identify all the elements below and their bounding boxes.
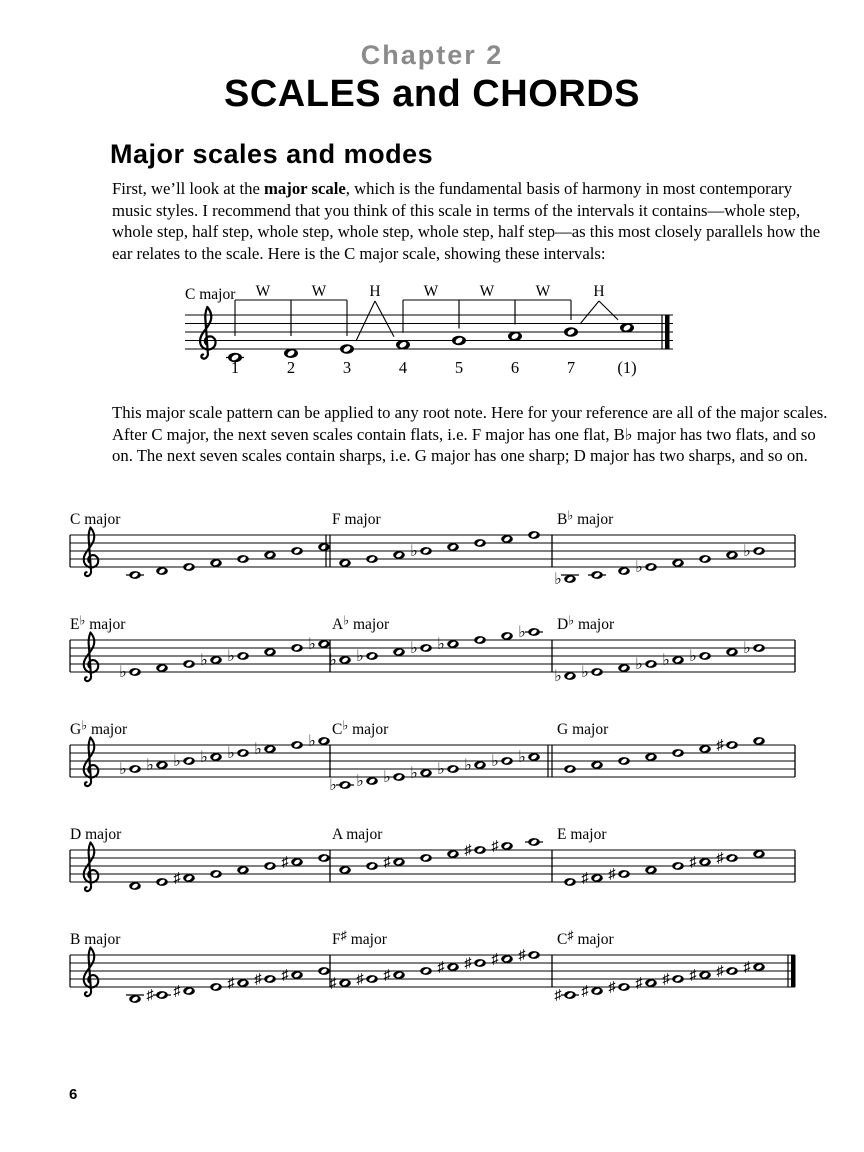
whole-note (264, 551, 276, 559)
whole-note (699, 858, 711, 866)
interval-label: W (423, 283, 439, 300)
interval-marker-w (403, 283, 459, 333)
flat-sign: ♭ (329, 652, 337, 669)
scale-b♭-major (554, 509, 765, 589)
scale-label: E♭ major (70, 613, 126, 633)
whole-note (284, 349, 298, 358)
whole-note (339, 559, 351, 567)
whole-note (396, 340, 410, 349)
scale-degree: 6 (510, 358, 520, 377)
scale-label: D♭ major (557, 613, 615, 633)
flat-sign: ♭ (689, 648, 697, 665)
whole-note (340, 344, 354, 353)
text-run: , which is the fundamental basis of harmony in most contemporary (345, 179, 793, 198)
whole-note (645, 979, 657, 987)
whole-note (501, 535, 513, 543)
whole-note (726, 967, 738, 975)
whole-note (591, 761, 603, 769)
whole-note (420, 644, 432, 652)
scale-a♭-major (329, 614, 543, 670)
interval-label: H (369, 283, 381, 300)
whole-note (318, 854, 330, 862)
whole-note (501, 955, 513, 963)
whole-note (420, 547, 432, 555)
whole-note (183, 874, 195, 882)
paragraph-line: After C major, the next seven scales contain flats, i.e. F major has one flat, B♭ major has two flats, and so (112, 424, 816, 444)
whole-note (699, 555, 711, 563)
flat-sign: ♭ (227, 648, 235, 665)
flat-sign: ♭ (410, 543, 418, 560)
whole-note (753, 737, 765, 745)
whole-note (264, 648, 276, 656)
section-heading: Major scales and modes (110, 139, 434, 169)
interval-label: H (593, 283, 605, 300)
whole-note (447, 543, 459, 551)
interval-label: W (255, 283, 271, 300)
whole-note (210, 656, 222, 664)
flat-sign: ♭ (356, 773, 364, 790)
whole-note (339, 781, 351, 789)
whole-note (726, 648, 738, 656)
whole-note (447, 765, 459, 773)
whole-note (753, 850, 765, 858)
whole-note (618, 870, 630, 878)
paragraph-line: ear relates to the scale. Here is the C major scale, showing these intervals: (112, 244, 606, 264)
whole-note (620, 323, 634, 332)
flat-sign: ♭ (329, 777, 337, 794)
scale-c-major (70, 511, 330, 579)
sharp-sign: ♯ (254, 971, 262, 988)
whole-note (447, 850, 459, 858)
whole-note (183, 563, 195, 571)
whole-note (339, 656, 351, 664)
scale-f♯-major (329, 929, 539, 992)
paragraph-line: on. The next seven scales contain sharps, i.e. G major has one sharp; D major has two sharps, and so on. (112, 446, 808, 466)
scale-b-major (70, 931, 330, 1004)
whole-note (452, 336, 466, 345)
flat-sign: ♭ (518, 749, 526, 766)
whole-note (591, 668, 603, 676)
whole-note (183, 987, 195, 995)
sharp-sign: ♯ (581, 870, 589, 887)
whole-note (237, 866, 249, 874)
flat-sign: ♭ (410, 640, 418, 657)
paragraph-line: This major scale pattern can be applied to any root note. Here for your reference are all of the major scales. (112, 403, 828, 422)
whole-note (699, 971, 711, 979)
whole-note (645, 866, 657, 874)
flat-sign: ♭ (119, 664, 127, 681)
major-scales-staff-row-3 (60, 713, 805, 801)
whole-note (339, 979, 351, 987)
whole-note (264, 862, 276, 870)
whole-note (618, 757, 630, 765)
whole-note (672, 862, 684, 870)
whole-note (366, 652, 378, 660)
whole-note (393, 648, 405, 656)
whole-note (183, 660, 195, 668)
scale-label: F♯ major (332, 928, 387, 948)
whole-note (645, 753, 657, 761)
page-title: SCALES and CHORDS (224, 73, 640, 115)
sharp-sign: ♯ (383, 854, 391, 871)
sharp-sign: ♯ (491, 838, 499, 855)
whole-note (210, 983, 222, 991)
sharp-sign: ♯ (608, 979, 616, 996)
whole-note (672, 749, 684, 757)
flat-sign: ♭ (119, 761, 127, 778)
sharp-sign: ♯ (146, 987, 154, 1004)
whole-note (129, 668, 141, 676)
scale-label: A♭ major (332, 613, 390, 633)
flat-sign: ♭ (554, 668, 562, 685)
whole-note (591, 987, 603, 995)
chapter-heading: Chapter 2 (360, 40, 504, 70)
scale-degree: 7 (566, 358, 576, 377)
whole-note (528, 951, 540, 959)
sharp-sign: ♯ (662, 971, 670, 988)
whole-note (129, 571, 141, 579)
sharp-sign: ♯ (383, 967, 391, 984)
sharp-sign: ♯ (329, 975, 337, 992)
whole-note (129, 765, 141, 773)
whole-note (528, 628, 540, 636)
whole-note (618, 983, 630, 991)
whole-note (528, 838, 540, 846)
flat-sign: ♭ (635, 559, 643, 576)
sharp-sign: ♯ (491, 951, 499, 968)
scale-label: G major (557, 721, 609, 738)
whole-note (264, 745, 276, 753)
whole-note (699, 745, 711, 753)
flat-sign: ♭ (200, 749, 208, 766)
scale-degree: 2 (286, 358, 296, 377)
whole-note (339, 866, 351, 874)
whole-note (420, 854, 432, 862)
scale-label: B♭ major (557, 508, 614, 528)
flat-sign: ♭ (662, 652, 670, 669)
whole-note (183, 757, 195, 765)
interval-marker-w (515, 283, 571, 324)
whole-note (366, 862, 378, 870)
whole-note (564, 878, 576, 886)
whole-note (393, 858, 405, 866)
whole-note (210, 559, 222, 567)
whole-note (501, 757, 513, 765)
interval-label: W (311, 283, 327, 300)
major-scales-staff-row-1 (60, 503, 805, 591)
whole-note (420, 769, 432, 777)
interval-label: W (479, 283, 495, 300)
whole-note (508, 332, 522, 341)
sharp-sign: ♯ (689, 854, 697, 871)
whole-note (210, 753, 222, 761)
flat-sign: ♭ (464, 757, 472, 774)
flat-sign: ♭ (254, 741, 262, 758)
flat-sign: ♭ (173, 753, 181, 770)
major-scales-staff-row-4 (60, 818, 805, 906)
scale-degree: 1 (230, 358, 240, 377)
paragraph-line (112, 178, 820, 200)
flat-sign: ♭ (437, 761, 445, 778)
flat-sign: ♭ (383, 769, 391, 786)
flat-sign: ♭ (227, 745, 235, 762)
scale-label: F major (332, 511, 381, 528)
text-run: First, we’ll look at the (112, 179, 265, 198)
interval-marker-w (459, 283, 515, 329)
scale-label: G♭ major (70, 718, 128, 738)
sharp-sign: ♯ (173, 870, 181, 887)
interval-marker-w (235, 283, 291, 336)
scale-e♭-major (70, 614, 330, 682)
interval-label: W (535, 283, 551, 300)
whole-note (318, 543, 330, 551)
major-scales-staff-row-2 (60, 608, 805, 696)
whole-note (291, 741, 303, 749)
whole-note (156, 664, 168, 672)
whole-note (393, 551, 405, 559)
whole-note (672, 559, 684, 567)
sharp-sign: ♯ (689, 967, 697, 984)
whole-note (753, 644, 765, 652)
sharp-sign: ♯ (716, 737, 724, 754)
scale-degree: 5 (454, 358, 464, 377)
whole-note (726, 551, 738, 559)
whole-note (210, 870, 222, 878)
scale-d♭-major (554, 614, 765, 686)
flat-sign: ♭ (356, 648, 364, 665)
whole-note (618, 567, 630, 575)
whole-note (129, 995, 141, 1003)
flat-sign: ♭ (743, 543, 751, 560)
whole-note (474, 636, 486, 644)
whole-note (318, 640, 330, 648)
flat-sign: ♭ (554, 571, 562, 588)
whole-note (156, 567, 168, 575)
whole-note (366, 777, 378, 785)
scale-c♯-major (554, 929, 764, 1004)
whole-note (393, 971, 405, 979)
whole-note (528, 531, 540, 539)
whole-note (366, 975, 378, 983)
whole-note (156, 878, 168, 886)
flat-sign: ♭ (146, 757, 154, 774)
scale-c♭-major (329, 719, 540, 795)
whole-note (564, 672, 576, 680)
whole-note (564, 991, 576, 999)
whole-note (237, 749, 249, 757)
flat-sign: ♭ (491, 753, 499, 770)
whole-note (129, 882, 141, 890)
whole-note (318, 967, 330, 975)
reference-paragraph (112, 402, 827, 467)
scale-label: A major (332, 826, 383, 843)
whole-note (699, 652, 711, 660)
whole-note (237, 652, 249, 660)
intro-paragraph (112, 178, 820, 265)
sharp-sign: ♯ (716, 850, 724, 867)
scale-e-major (557, 826, 765, 887)
whole-note (156, 991, 168, 999)
flat-sign: ♭ (200, 652, 208, 669)
scale-label: C major (185, 286, 236, 303)
whole-note (645, 660, 657, 668)
scale-degree: (1) (617, 358, 637, 377)
scale-label: B major (70, 931, 121, 948)
flat-sign: ♭ (410, 765, 418, 782)
whole-note (564, 327, 578, 336)
scale-label: C♭ major (332, 718, 389, 738)
sharp-sign: ♯ (464, 955, 472, 972)
paragraph-line: music styles. I recommend that you think of this scale in terms of the intervals it contains—whole step, (112, 200, 801, 220)
scale-g-major (557, 721, 765, 773)
sharp-sign: ♯ (635, 975, 643, 992)
whole-note (474, 539, 486, 547)
flat-sign: ♭ (308, 733, 316, 750)
whole-note (291, 644, 303, 652)
scale-degree: 3 (342, 358, 352, 377)
sharp-sign: ♯ (716, 963, 724, 980)
interval-marker-w (291, 283, 347, 336)
whole-note (753, 547, 765, 555)
sharp-sign: ♯ (608, 866, 616, 883)
scale-label: C♯ major (557, 928, 614, 948)
whole-note (291, 971, 303, 979)
scale-label: D major (70, 826, 122, 843)
interval-marker-h (580, 283, 618, 324)
sharp-sign: ♯ (173, 983, 181, 1000)
whole-note (753, 963, 765, 971)
whole-note (528, 753, 540, 761)
flat-sign: ♭ (308, 636, 316, 653)
whole-note (393, 773, 405, 781)
whole-note (264, 975, 276, 983)
whole-note (474, 846, 486, 854)
whole-note (237, 979, 249, 987)
sharp-sign: ♯ (554, 987, 562, 1004)
flat-sign: ♭ (635, 656, 643, 673)
sharp-sign: ♯ (281, 854, 289, 871)
whole-note (645, 563, 657, 571)
whole-note (726, 854, 738, 862)
whole-note (474, 959, 486, 967)
whole-note (672, 656, 684, 664)
whole-note (564, 575, 576, 583)
sharp-sign: ♯ (464, 842, 472, 859)
page-number: 6 (69, 1086, 78, 1103)
whole-note (291, 858, 303, 866)
whole-note (237, 555, 249, 563)
flat-sign: ♭ (743, 640, 751, 657)
whole-note (501, 632, 513, 640)
bold-term: major scale (264, 179, 346, 198)
whole-note (420, 967, 432, 975)
whole-note (672, 975, 684, 983)
whole-note (501, 842, 513, 850)
paragraph-line: whole step, half step, whole step, whole step, whole step, half step—as this most closely parallels how the (112, 222, 821, 242)
whole-note (591, 874, 603, 882)
whole-note (447, 640, 459, 648)
scale-degree: 4 (398, 358, 408, 377)
whole-note (318, 737, 330, 745)
scale-label: C major (70, 511, 121, 528)
whole-note (591, 571, 603, 579)
sharp-sign: ♯ (356, 971, 364, 988)
sharp-sign: ♯ (437, 959, 445, 976)
sharp-sign: ♯ (743, 959, 751, 976)
flat-sign: ♭ (437, 636, 445, 653)
flat-sign: ♭ (518, 624, 526, 641)
whole-note (447, 963, 459, 971)
c-major-example-staff (150, 278, 720, 380)
whole-note (474, 761, 486, 769)
whole-note (156, 761, 168, 769)
major-scales-staff-row-5 (60, 923, 805, 1011)
flat-sign: ♭ (581, 664, 589, 681)
whole-note (726, 741, 738, 749)
sharp-sign: ♯ (581, 983, 589, 1000)
sharp-sign: ♯ (227, 975, 235, 992)
whole-note (564, 765, 576, 773)
sharp-sign: ♯ (518, 947, 526, 964)
sharp-sign: ♯ (281, 967, 289, 984)
scale-label: E major (557, 826, 607, 843)
whole-note (291, 547, 303, 555)
whole-note (366, 555, 378, 563)
whole-note (618, 664, 630, 672)
